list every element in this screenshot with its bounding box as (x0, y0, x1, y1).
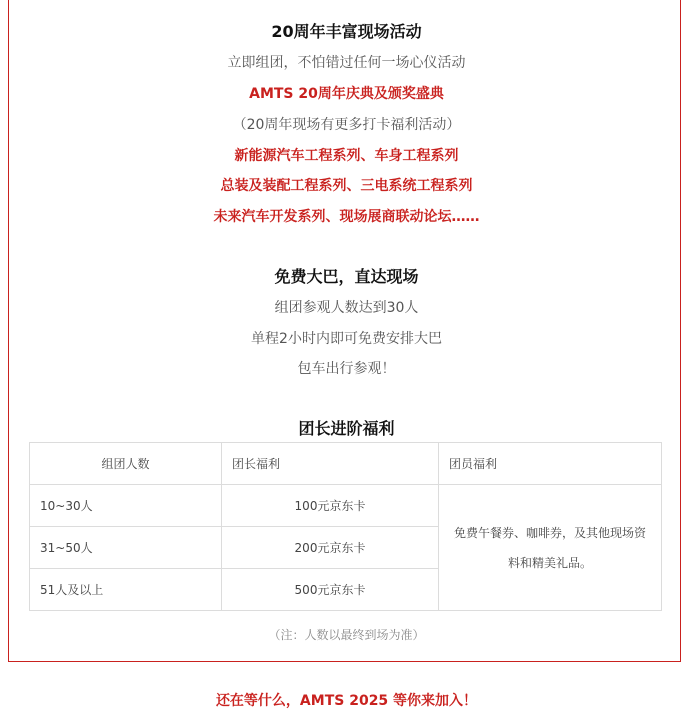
leader-benefit-cell: 200元京东卡 (222, 527, 439, 569)
bus-line: 单程2小时内即可免费安排大巴 (251, 331, 442, 347)
activities-line: 立即组团，不怕错过任何一场心仪活动 (227, 55, 466, 71)
activities-line: AMTS 20周年庆典及颁奖盛典 (249, 86, 444, 102)
leader-benefit-cell: 500元京东卡 (222, 569, 439, 611)
leader-title: 团长进阶福利 (298, 419, 395, 438)
header-group-size: 组团人数 (30, 443, 222, 485)
leader-benefit-cell: 100元京东卡 (222, 485, 439, 527)
member-benefit-cell: 免费午餐券、咖啡券，及其他现场资料和精美礼品。 (439, 485, 662, 611)
header-leader-benefit: 团长福利 (222, 443, 439, 485)
activities-line: （20周年现场有更多打卡福利活动） (232, 117, 461, 133)
activities-line: 总装及装配工程系列、三电系统工程系列 (220, 178, 473, 194)
group-size-cell: 10~30人 (30, 485, 222, 527)
activities-line: 新能源汽车工程系列、车身工程系列 (234, 148, 459, 164)
activities-line: 未来汽车开发系列、现场展商联动论坛…… (213, 209, 480, 225)
bus-title: 免费大巴，直达现场 (274, 267, 419, 286)
group-size-cell: 51人及以上 (30, 569, 222, 611)
bus-line: 包车出行参观！ (297, 361, 396, 377)
table-row (30, 485, 662, 527)
benefits-table (29, 442, 662, 611)
table-header-row (30, 443, 662, 485)
activities-title: 20周年丰富现场活动 (271, 22, 422, 41)
header-member-benefit: 团员福利 (439, 443, 662, 485)
group-size-cell: 31~50人 (30, 527, 222, 569)
footer-call-to-action: 还在等什么，AMTS 2025 等你来加入！ (215, 693, 478, 709)
bus-line: 组团参观人数达到30人 (274, 300, 419, 316)
headcount-note: （注：人数以最终到场为准） (268, 628, 425, 642)
